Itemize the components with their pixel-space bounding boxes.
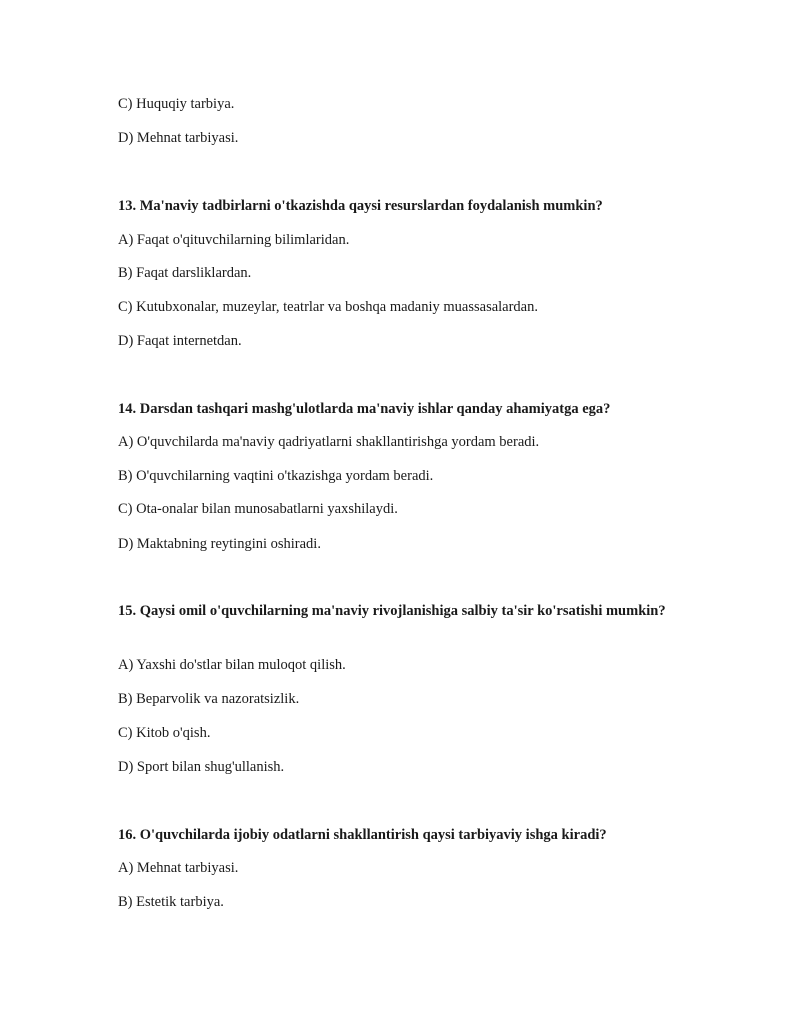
q15-option-a: A) Yaxshi do'stlar bilan muloqot qilish. — [118, 657, 346, 673]
question-13: 13. Ma'naviy tadbirlarni o'tkazishda qaysi resurslardan foydalanish mumkin? — [118, 198, 603, 214]
q15-option-d: D) Sport bilan shug'ullanish. — [118, 759, 285, 775]
q16-option-a: A) Mehnat tarbiyasi. — [118, 860, 239, 876]
q14-option-a: A) O'quvchilarda ma'naviy qadriyatlarni shakllantirishga yordam beradi. — [118, 434, 540, 450]
q13-option-a: A) Faqat o'qituvchilarning bilimlaridan. — [118, 232, 350, 248]
q13-option-b: B) Faqat darsliklardan. — [118, 265, 252, 281]
option-d-prev: D) Mehnat tarbiyasi. — [118, 130, 239, 146]
option-c-prev: C) Huquqiy tarbiya. — [118, 96, 235, 112]
q14-option-b: B) O'quvchilarning vaqtini o'tkazishga yordam beradi. — [118, 468, 434, 484]
q15-option-b: B) Beparvolik va nazoratsizlik. — [118, 691, 300, 707]
q13-option-c: C) Kutubxonalar, muzeylar, teatrlar va boshqa madaniy muassasalardan. — [118, 299, 538, 315]
q15-option-c: C) Kitob o'qish. — [118, 725, 211, 741]
question-15: 15. Qaysi omil o'quvchilarning ma'naviy rivojlanishiga salbiy ta'sir ko'rsatishi mumkin? — [118, 603, 666, 619]
q16-option-b: B) Estetik tarbiya. — [118, 894, 224, 910]
question-16: 16. O'quvchilarda ijobiy odatlarni shakllantirish qaysi tarbiyaviy ishga kiradi? — [118, 827, 607, 843]
question-14: 14. Darsdan tashqari mashg'ulotlarda ma'naviy ishlar qanday ahamiyatga ega? — [118, 401, 611, 417]
q14-option-c: C) Ota-onalar bilan munosabatlarni yaxshilaydi. — [118, 501, 398, 517]
q13-option-d: D) Faqat internetdan. — [118, 333, 242, 349]
q14-option-d: D) Maktabning reytingini oshiradi. — [118, 536, 321, 552]
